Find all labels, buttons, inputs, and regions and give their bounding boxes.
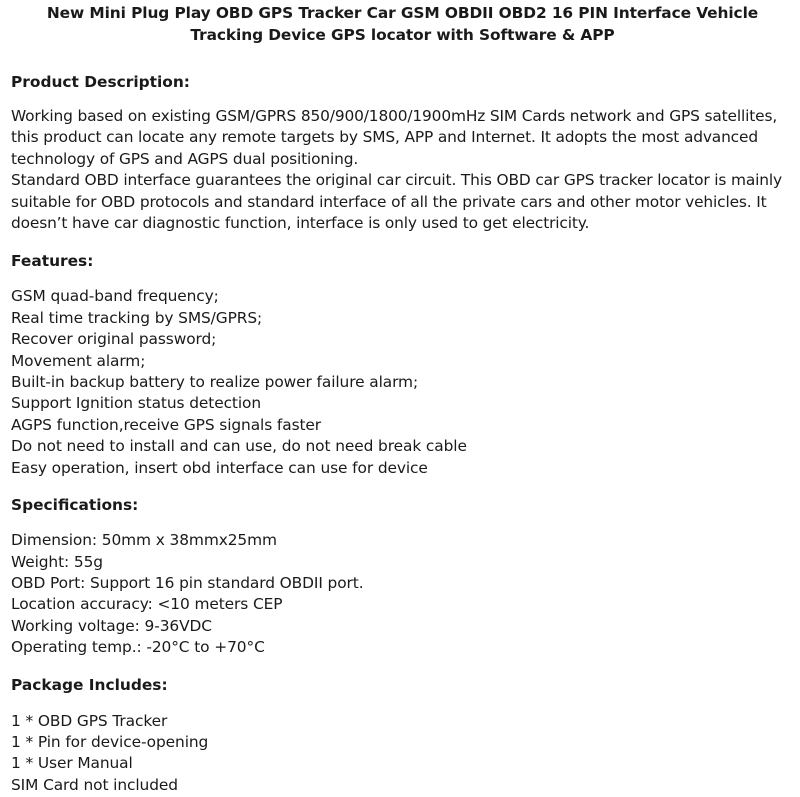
features-heading: Features: bbox=[11, 252, 94, 271]
package-item: 1 * Pin for device-opening bbox=[11, 732, 209, 751]
features-list bbox=[11, 286, 794, 479]
description-paragraph: Standard OBD interface guarantees the original car circuit. This OBD car GPS tracker locator is mainly suitable for OBD protocols and standard interface of all the private cars and other motor vehicles. It doesn’t have car diagnostic function, interface is only used to get electricity. bbox=[11, 171, 782, 233]
specification-item: OBD Port: Support 16 pin standard OBDII port. bbox=[11, 573, 364, 592]
feature-item: Easy operation, insert obd interface can use for device bbox=[11, 458, 428, 477]
specification-item: Dimension: 50mm x 38mmx25mm bbox=[11, 531, 277, 550]
package-heading: Package Includes: bbox=[11, 675, 168, 694]
product-title: New Mini Plug Play OBD GPS Tracker Car GSM OBDII OBD2 16 PIN Interface Vehicle Tracking Device GPS locator with Software & APP bbox=[46, 4, 759, 44]
feature-item: Real time tracking by SMS/GPRS; bbox=[11, 308, 263, 327]
package-item: SIM Card not included bbox=[11, 775, 178, 794]
feature-item: Built-in backup battery to realize power failure alarm; bbox=[11, 373, 419, 392]
specification-item: Operating temp.: -20°C to +70°C bbox=[11, 638, 265, 657]
specification-item: Working voltage: 9-36VDC bbox=[11, 616, 212, 635]
description-body bbox=[11, 106, 794, 234]
specification-item: Weight: 55g bbox=[11, 552, 103, 571]
description-heading: Product Description: bbox=[11, 73, 190, 91]
package-list bbox=[11, 711, 794, 797]
feature-item: Do not need to install and can use, do not need break cable bbox=[11, 437, 467, 456]
feature-item: AGPS function,receive GPS signals faster bbox=[11, 415, 322, 434]
feature-item: Movement alarm; bbox=[11, 351, 146, 370]
feature-item: Recover original password; bbox=[11, 330, 217, 349]
feature-item: Support Ignition status detection bbox=[11, 394, 262, 413]
specifications-heading: Specifications: bbox=[11, 496, 139, 515]
package-item: 1 * User Manual bbox=[11, 754, 133, 773]
description-paragraph: Working based on existing GSM/GPRS 850/900/1800/1900mHz SIM Cards network and GPS satellites, this product can locate any remote targets by SMS, APP and Internet. It adopts the most advanced technology of GPS and AGPS dual positioning. bbox=[11, 107, 778, 168]
feature-item: GSM quad-band frequency; bbox=[11, 287, 219, 306]
specifications-list bbox=[11, 530, 794, 658]
specification-item: Location accuracy: <10 meters CEP bbox=[11, 595, 283, 614]
package-item: 1 * OBD GPS Tracker bbox=[11, 711, 168, 730]
